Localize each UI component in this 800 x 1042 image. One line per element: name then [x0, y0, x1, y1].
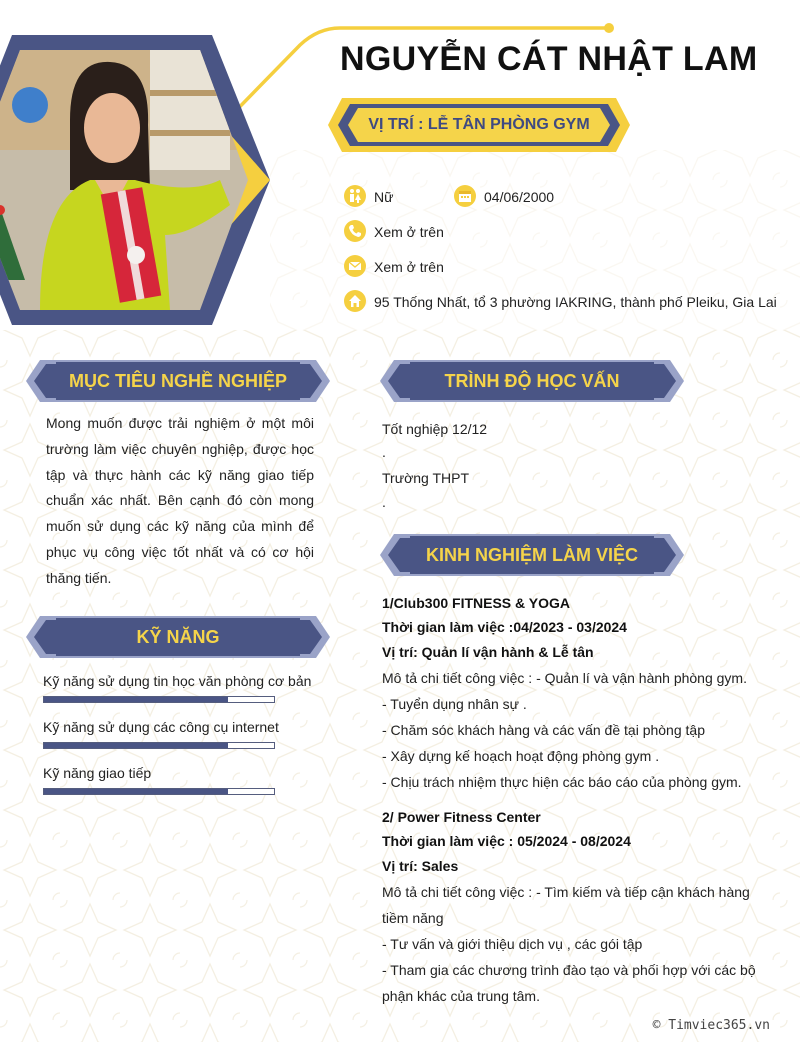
phone-icon — [344, 220, 366, 242]
footer-watermark: © Timviec365.vn — [652, 1018, 770, 1033]
birthday-value: 04/06/2000 — [484, 189, 555, 205]
job-2-description-cont: tiềm năng — [382, 910, 444, 926]
job-2-bullet-2: - Tham gia các chương trình đào tạo và phối hợp với các bộ — [382, 962, 756, 978]
gender-icon — [344, 185, 366, 207]
job-1-bullet-1: - Tuyển dụng nhân sự . — [382, 696, 527, 712]
job-1-description: Mô tả chi tiết công việc : - Quản lí và vận hành phòng gym. — [382, 670, 747, 686]
job-2-bullet-3: phận khác của trung tâm. — [382, 988, 540, 1004]
skill-bar-2 — [43, 742, 275, 749]
skill-fill-1 — [44, 697, 228, 702]
calendar-icon — [454, 185, 476, 207]
candidate-name: NGUYỄN CÁT NHẬT LAM — [340, 40, 758, 78]
job-1-bullet-2: - Chăm sóc khách hàng và các vấn đề tại phòng tập — [382, 722, 705, 738]
job-1-bullet-4: - Chịu trách nhiệm thực hiện các báo cáo của phòng gym. — [382, 774, 742, 790]
skill-bar-3 — [43, 788, 275, 795]
education-school: Trường THPT — [382, 470, 470, 486]
gender-value: Nữ — [374, 189, 394, 205]
profile-photo-frame — [0, 30, 275, 330]
position-title: VỊ TRÍ : LỄ TÂN PHÒNG GYM — [368, 116, 590, 133]
job-2-role: Vị trí: Sales — [382, 858, 459, 874]
email-value: Xem ở trên — [374, 259, 444, 275]
education-dot-1: . — [382, 444, 386, 460]
skill-bar-1 — [43, 696, 275, 703]
skill-label-3: Kỹ năng giao tiếp — [43, 765, 152, 781]
job-1-period: Thời gian làm việc :04/2023 - 03/2024 — [382, 619, 627, 635]
skill-fill-3 — [44, 789, 228, 794]
job-2-bullet-1: - Tư vấn và giới thiệu dịch vụ , các gói tập — [382, 936, 643, 952]
job-1-bullet-3: - Xây dựng kế hoạch hoạt động phòng gym . — [382, 748, 660, 764]
skills-title: KỸ NĂNG — [136, 627, 220, 647]
email-icon — [344, 255, 366, 277]
objective-title: MỤC TIÊU NGHỀ NGHIỆP — [68, 371, 287, 391]
skill-label-1: Kỹ năng sử dụng tin học văn phòng cơ bản — [43, 673, 312, 689]
education-dot-2: . — [382, 494, 386, 510]
address-value: 95 Thống Nhất, tổ 3 phường IAKRING, thành phố Pleiku, Gia Lai — [374, 294, 777, 310]
objective-text: Mong muốn được trải nghiệm ở một môi trường làm việc chuyên nghiệp, được học tập và thực hành các kỹ năng giao tiếp chuẩn xác nhất. Bên cạnh đó còn mong muốn sử dụng các kỹ năng của mình để phục vụ công việc tốt nhất và có cơ hội thăng tiến. — [46, 415, 314, 586]
skill-label-2: Kỹ năng sử dụng các công cụ internet — [43, 719, 279, 735]
experience-banner — [380, 534, 684, 576]
job-1-company: 1/Club300 FITNESS & YOGA — [382, 595, 571, 611]
education-title: TRÌNH ĐỘ HỌC VẤN — [444, 371, 620, 391]
phone-value: Xem ở trên — [374, 224, 444, 240]
objective-banner — [26, 360, 330, 402]
home-icon — [344, 290, 366, 312]
skills-banner — [26, 616, 330, 658]
education-banner — [380, 360, 684, 402]
job-2-period: Thời gian làm việc : 05/2024 - 08/2024 — [382, 833, 631, 849]
profile-photo — [0, 30, 275, 330]
job-2-company: 2/ Power Fitness Center — [382, 809, 541, 825]
job-2-description: Mô tả chi tiết công việc : - Tìm kiếm và tiếp cận khách hàng — [382, 884, 750, 900]
experience-title: KINH NGHIỆM LÀM VIỆC — [425, 545, 638, 565]
skill-fill-2 — [44, 743, 228, 748]
job-1-role: Vị trí: Quản lí vận hành & Lễ tân — [382, 644, 594, 660]
education-degree: Tốt nghiệp 12/12 — [382, 421, 488, 437]
position-banner — [328, 98, 630, 152]
